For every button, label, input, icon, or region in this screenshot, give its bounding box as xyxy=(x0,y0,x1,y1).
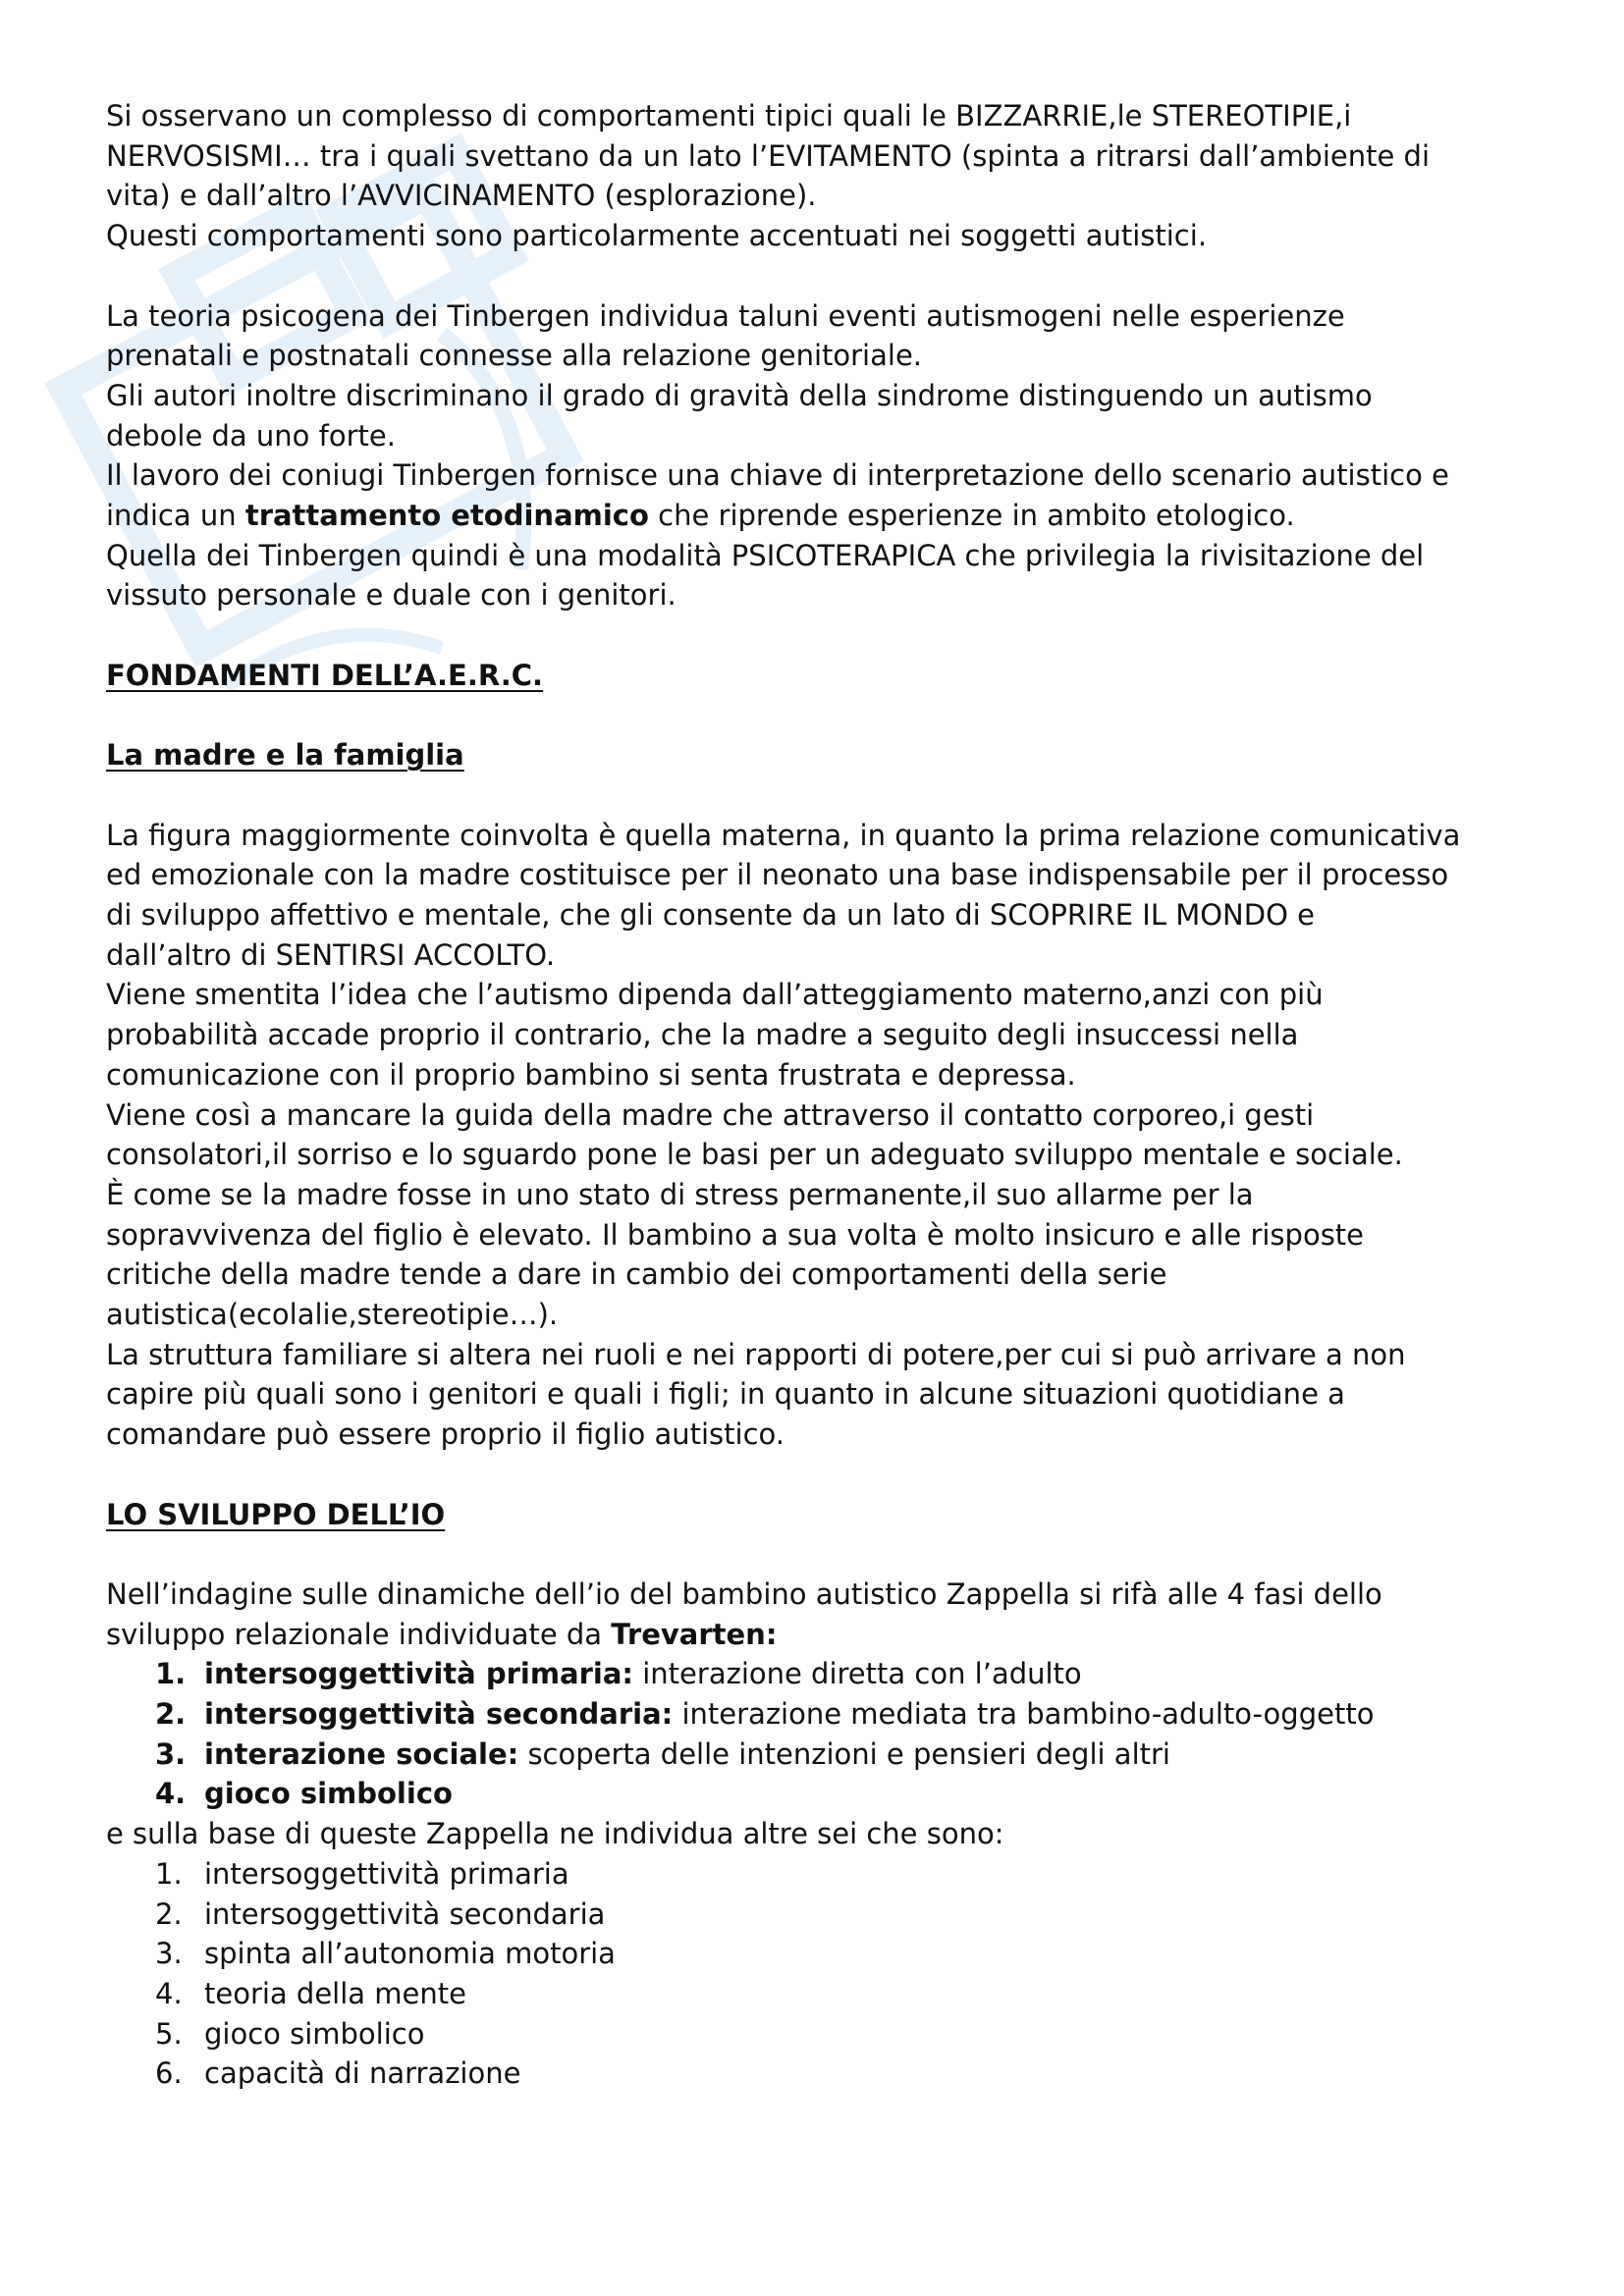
list-item: 2. intersoggettività secondaria: interazione mediata tra bambino-adulto-oggetto xyxy=(155,1697,1375,1732)
list-item: 1. intersoggettività primaria: interazione diretta con l’adulto xyxy=(155,1657,1082,1691)
document-page xyxy=(106,96,1520,2094)
bold-term-trevarten: Trevarten: xyxy=(611,1617,778,1651)
list-item: 6. capacità di narrazione xyxy=(155,2056,521,2091)
paragraph-zappella-intro: e sulla base di queste Zappella ne individua altre sei che sono: xyxy=(106,1817,1004,1851)
bold-term-etodinamico: trattamento etodinamico xyxy=(244,499,649,533)
trevarten-phases-list xyxy=(106,1654,1520,1814)
list-item: 3. spinta all’autonomia motoria xyxy=(155,1937,616,1971)
list-item: 5. gioco simbolico xyxy=(155,2016,425,2051)
zappella-phases-list xyxy=(106,1854,1520,2094)
list-item: 4. teoria della mente xyxy=(155,1976,466,2010)
paragraph-behaviors: Si osservano un complesso di comportamenti tipici quali le BIZZARRIE,le STEREOTIPIE,i NERVOSISMI… tra i quali svettano da un lato l’EVITAMENTO (spinta a ritrarsi dall’ambiente di vita) e dall’altro l’AVVICINAMENTO (esplorazione). Questi comportamenti sono particolarmente accentuati nei soggetti autistici. xyxy=(106,99,1431,253)
paragraph-tinbergen: La teoria psicogena dei Tinbergen individua taluni eventi autismogeni nelle esperienze prenatali e postnatali connesse alla relazione genitoriale. Gli autori inoltre discriminano il grado di gravità della sindrome distinguendo un autismo debole da uno forte. Il lavoro dei coniugi Tinbergen fornisce una chiave di interpretazione dello scenario autistico e indica un trattamento etodinamico che riprende esperienze in ambito etologico. Quella dei Tinbergen quindi è una modalità PSICOTERAPICA che privilegia la rivisitazione del vissuto personale e duale con i genitori. xyxy=(106,298,1449,613)
heading-madre-famiglia: La madre e la famiglia xyxy=(106,738,464,773)
heading-sviluppo-io: LO SVILUPPO DELL’IO xyxy=(106,1497,446,1531)
paragraph-sviluppo-intro: Nell’indagine sulle dinamiche dell’io del bambino autistico Zappella si rifà alle 4 fasi dello sviluppo relazionale individuate da Trevarten: xyxy=(106,1576,1382,1651)
list-item: 4. gioco simbolico xyxy=(155,1777,453,1811)
list-item: 3. interazione sociale: scoperta delle intenzioni e pensieri degli altri xyxy=(155,1736,1170,1771)
heading-fondamenti: FONDAMENTI DELL’A.E.R.C. xyxy=(106,658,544,692)
list-item: 1. intersoggettività primaria xyxy=(155,1856,569,1891)
paragraph-madre: La figura maggiormente coinvolta è quella materna, in quanto la prima relazione comunicativa ed emozionale con la madre costituisce per il neonato una base indispensabile per il processo di sviluppo affettivo e mentale, che gli consente da un lato di SCOPRIRE IL MONDO e dall’altro di SENTIRSI ACCOLTO. Viene smentita l’idea che l’autismo dipenda dall’atteggiamento materno,anzi con più probabilità accade proprio il contrario, che la madre a seguito degli insuccessi nella comunicazione con il proprio bambino si senta frustrata e depressa. Viene così a mancare la guida della madre che attraverso il contatto corporeo,i gesti consolatori,il sorriso e lo sguardo pone le basi per un adeguato sviluppo mentale e sociale. È come se la madre fosse in uno stato di stress permanente,il suo allarme per la sopravvivenza del figlio è elevato. Il bambino a sua volta è molto insicuro e alle risposte critiche della madre tende a dare in cambio dei comportamenti della serie autistica(ecolalie,stereotipie…). La struttura familiare si altera nei ruoli e nei rapporti di potere,per cui si può arrivare a non capire più quali sono i genitori e quali i figli; in quanto in alcune situazioni quotidiane a comandare può essere proprio il figlio autistico. xyxy=(106,818,1461,1452)
list-item: 2. intersoggettività secondaria xyxy=(155,1896,606,1931)
